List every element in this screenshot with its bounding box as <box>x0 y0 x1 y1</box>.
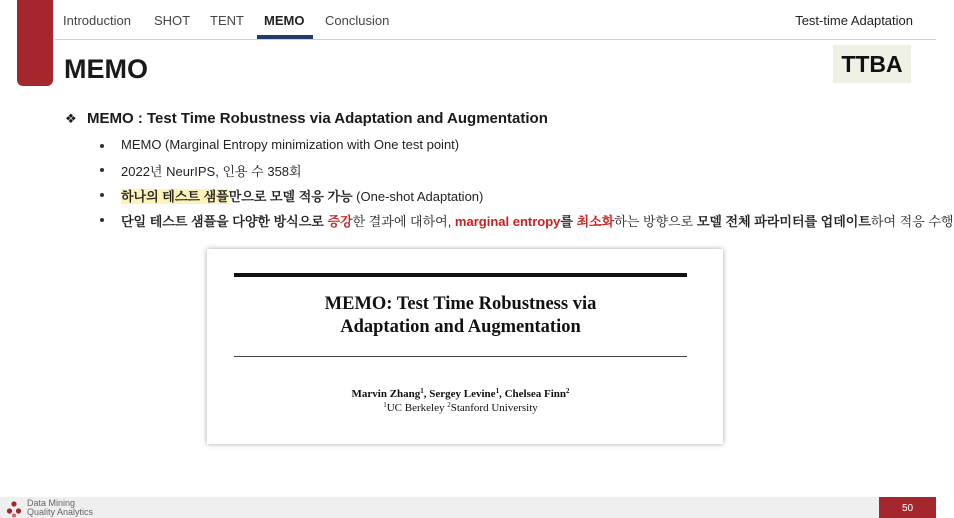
paper-screenshot <box>207 249 723 444</box>
paper-title-line: MEMO: Test Time Robustness via <box>324 294 597 314</box>
affil-mark: 2 <box>447 401 451 409</box>
bullet-text: MEMO (Marginal Entropy minimization with One test point) <box>121 137 460 152</box>
tab-memo[interactable]: MEMO <box>264 13 305 28</box>
bold-phrase: 만으로 모델 적응 가능 <box>228 189 353 204</box>
affiliation: UC Berkeley <box>386 402 445 414</box>
paper-title <box>234 293 687 339</box>
bullet-dot-icon <box>100 218 104 222</box>
logo-line: Quality Analytics <box>27 507 94 517</box>
bold-phrase: 단일 테스트 샘플을 다양한 방식으로 <box>121 214 328 229</box>
author-name: Sergey Levine <box>429 388 496 400</box>
paper-divider <box>234 356 687 357</box>
author-affil-mark: 1 <box>420 387 424 395</box>
paper-authors: Marvin Zhang$^1$, Sergey Levine$^1$, Chelsea Finn$^2$ <box>351 387 570 400</box>
red-phrase: 최소화 <box>576 214 615 229</box>
bullet-text <box>121 211 954 230</box>
heading-text: MEMO : Test Time Robustness via Adaptation and Augmentation <box>87 110 548 127</box>
tab-shot[interactable]: SHOT <box>154 13 191 28</box>
footer-bar <box>0 497 936 518</box>
bullet-text <box>121 186 483 205</box>
top-navigation <box>55 0 936 40</box>
paper-title-line: Adaptation and Augmentation <box>340 317 581 337</box>
author-affil-mark: 2 <box>566 387 570 395</box>
bullet-dot-icon <box>100 144 104 148</box>
red-phrase: 증강 <box>327 214 353 229</box>
plain-phrase: (One-shot Adaptation) <box>352 189 484 204</box>
paper-top-rule <box>234 273 687 277</box>
bold-phrase: 모델 전체 파라미터를 업데이트 <box>696 214 871 229</box>
lab-logo-text <box>27 499 93 517</box>
diamond-bullet-icon: ❖ <box>65 111 77 126</box>
slide-title: MEMO <box>64 54 148 84</box>
plain-phrase: 한 결과에 대하여, <box>352 214 455 229</box>
ttba-badge: TTBA <box>833 45 911 83</box>
bullet-text: 2022년 NeurIPS, 인용 수 358회 <box>121 164 302 179</box>
author-affil-mark: 1 <box>495 387 500 395</box>
affiliation: Stanford University <box>450 402 538 414</box>
author-name: Marvin Zhang <box>351 388 421 400</box>
logo-line: Data Mining <box>27 498 76 508</box>
lab-logo-icon <box>5 500 23 518</box>
accent-bar <box>17 0 53 86</box>
page-number: 50 <box>901 503 914 514</box>
tab-introduction[interactable]: Introduction <box>63 13 131 28</box>
section-title: Test-time Adaptation <box>795 13 913 28</box>
plain-phrase: 하여 적응 수행 <box>870 214 954 229</box>
affil-mark: 1 <box>383 401 387 409</box>
bullet-dot-icon <box>100 168 104 172</box>
tab-tent[interactable]: TENT <box>210 13 244 28</box>
bullet-dot-icon <box>100 193 104 197</box>
author-name: Chelsea Finn <box>504 388 566 400</box>
red-phrase: marginal entropy <box>454 214 561 229</box>
highlighted-phrase: 하나의 테스트 샘플 <box>121 189 229 204</box>
active-tab-indicator <box>257 35 313 39</box>
plain-phrase: 하는 방향으로 <box>614 214 697 229</box>
main-heading <box>65 110 548 127</box>
bold-phrase: 를 <box>560 214 577 229</box>
paper-affiliations <box>234 402 687 414</box>
tab-conclusion[interactable]: Conclusion <box>325 13 390 28</box>
